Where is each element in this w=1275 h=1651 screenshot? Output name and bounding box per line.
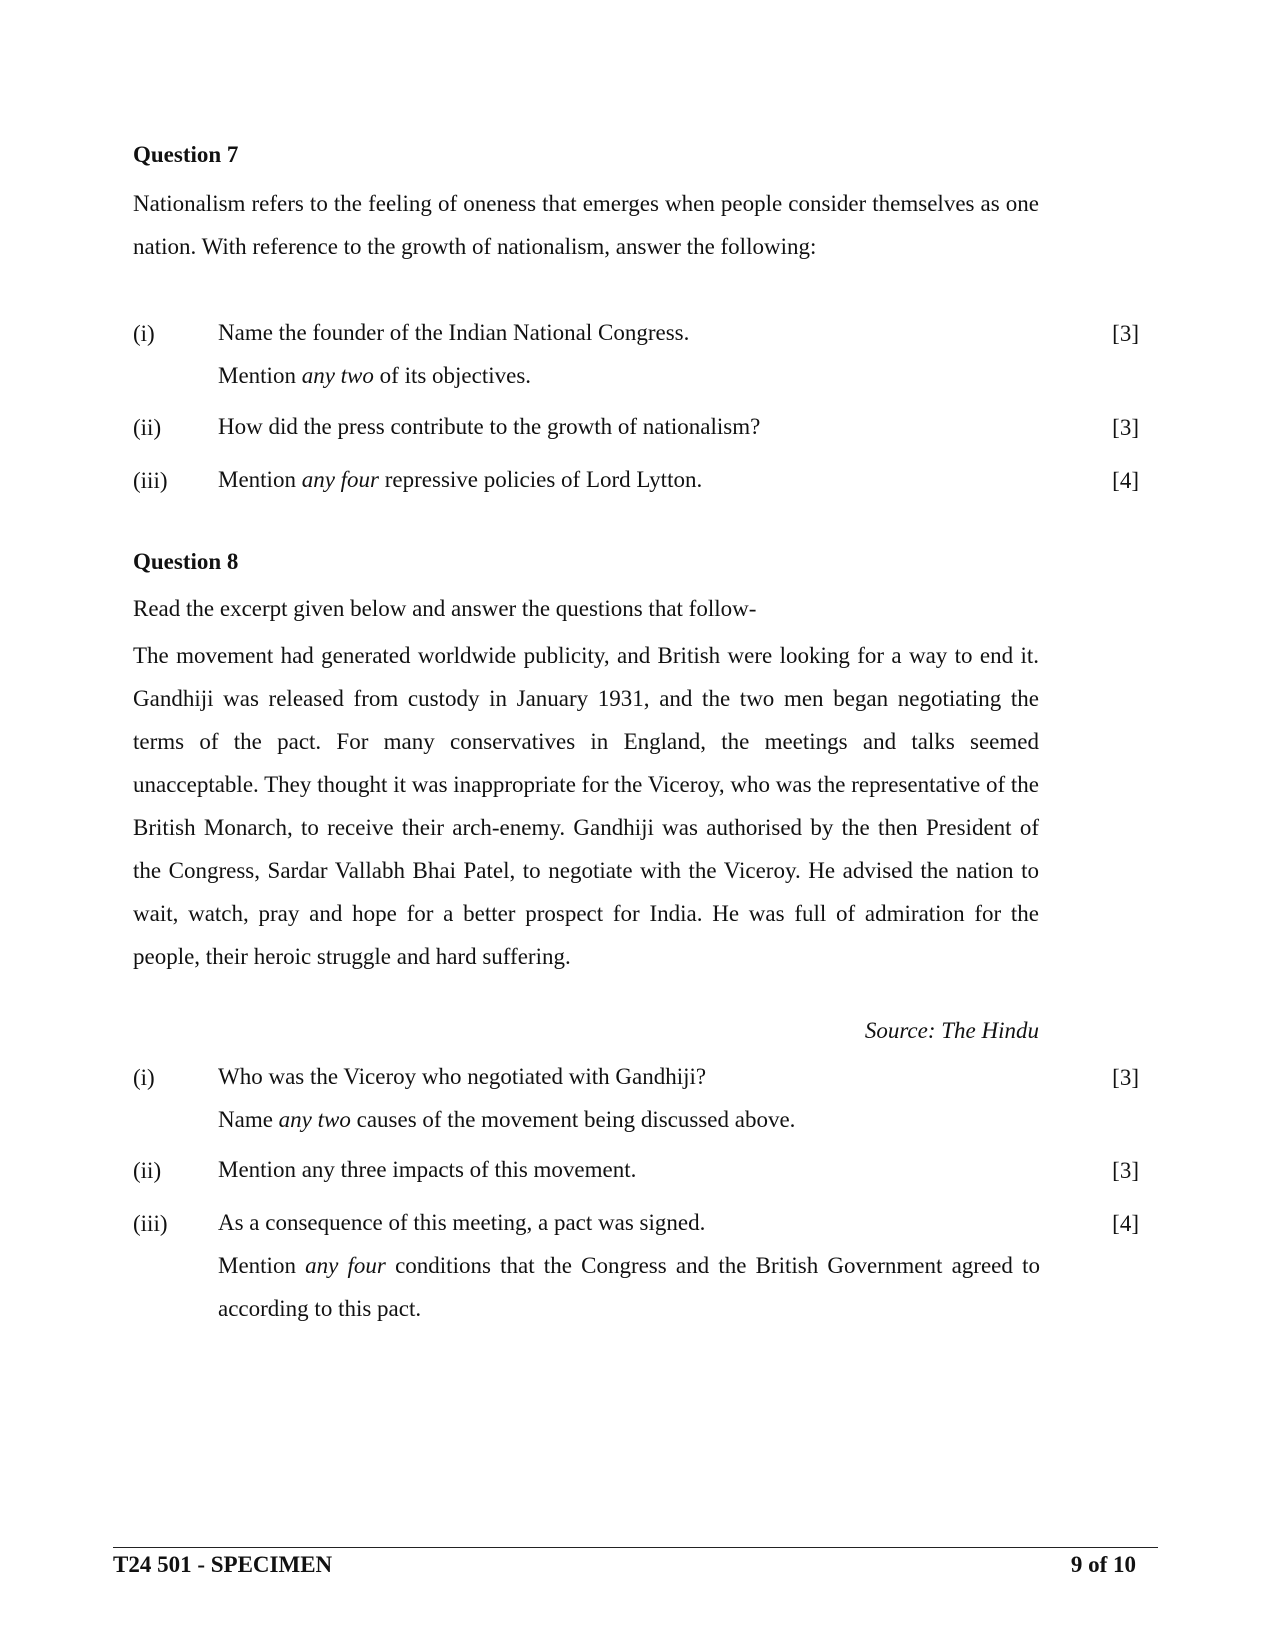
question-8-excerpt: The movement had generated worldwide publicity, and British were looking for a way to end it. Gandhiji was released from custody in January 1931, and the two men began negotiating the terms of the pact. For many conservatives in England, the meetings and talks seemed unacceptable. They thought it was inappropriate for the Viceroy, who was the representative of the British Monarch, to receive their arch-enemy. Gandhiji was authorised by the then President of the Congress, Sardar Vallabh Bhai Patel, to negotiate with the Viceroy. He advised the nation to wait, watch, pray and hope for a better prospect for India. He was full of admiration for the people, their heroic struggle and hard suffering. bbox=[133, 643, 1039, 969]
q8-iii-line1: As a consequence of this meeting, a pact was signed. bbox=[218, 1210, 706, 1235]
q7-ii-marks: [3] bbox=[1112, 415, 1139, 440]
q8-iii-marks: [4] bbox=[1112, 1211, 1139, 1236]
q7-i-text bbox=[218, 311, 1040, 397]
question-7-intro: Nationalism refers to the feeling of oneness that emerges when people consider themselves as one nation. With reference to the growth of nationalism, answer the following: bbox=[133, 191, 1039, 259]
q8-i-line1: Who was the Viceroy who negotiated with Gandhiji? bbox=[218, 1064, 707, 1089]
q7-i-line1: Name the founder of the Indian National Congress. bbox=[218, 320, 690, 345]
q8-ii-number: (ii) bbox=[133, 1158, 162, 1183]
excerpt-source: Source: The Hindu bbox=[864, 1018, 1039, 1043]
q8-i-line2: Name any two causes of the movement being discussed above. bbox=[218, 1107, 796, 1132]
q8-iii-text bbox=[218, 1201, 1040, 1330]
q8-iii-number: (iii) bbox=[133, 1211, 168, 1236]
q7-i-marks: [3] bbox=[1112, 321, 1139, 346]
question-8-instruction: Read the excerpt given below and answer the questions that follow- bbox=[133, 596, 757, 621]
footer-divider bbox=[113, 1547, 1158, 1548]
q7-ii-text: How did the press contribute to the growth of nationalism? bbox=[218, 414, 761, 439]
q8-i-marks: [3] bbox=[1112, 1065, 1139, 1090]
q8-ii-text: Mention any three impacts of this movement. bbox=[218, 1157, 637, 1182]
q8-ii-marks: [3] bbox=[1112, 1158, 1139, 1183]
q7-iii-number: (iii) bbox=[133, 468, 168, 493]
q8-i-text bbox=[218, 1055, 1040, 1141]
question-8-heading: Question 8 bbox=[133, 549, 239, 574]
q7-i-number: (i) bbox=[133, 321, 155, 346]
q8-iii-line2: Mention any four conditions that the Congress and the British Government agreed to according to this pact. bbox=[218, 1253, 1040, 1321]
question-7-heading: Question 7 bbox=[133, 142, 239, 167]
q7-i-line2: Mention any two of its objectives. bbox=[218, 363, 532, 388]
page-number: 9 of 10 bbox=[1070, 1552, 1136, 1577]
q7-iii-text: Mention any four repressive policies of Lord Lytton. bbox=[218, 467, 703, 492]
paper-code: T24 501 - SPECIMEN bbox=[113, 1552, 333, 1577]
q7-ii-number: (ii) bbox=[133, 415, 162, 440]
q7-iii-marks: [4] bbox=[1112, 468, 1139, 493]
q8-i-number: (i) bbox=[133, 1065, 155, 1090]
